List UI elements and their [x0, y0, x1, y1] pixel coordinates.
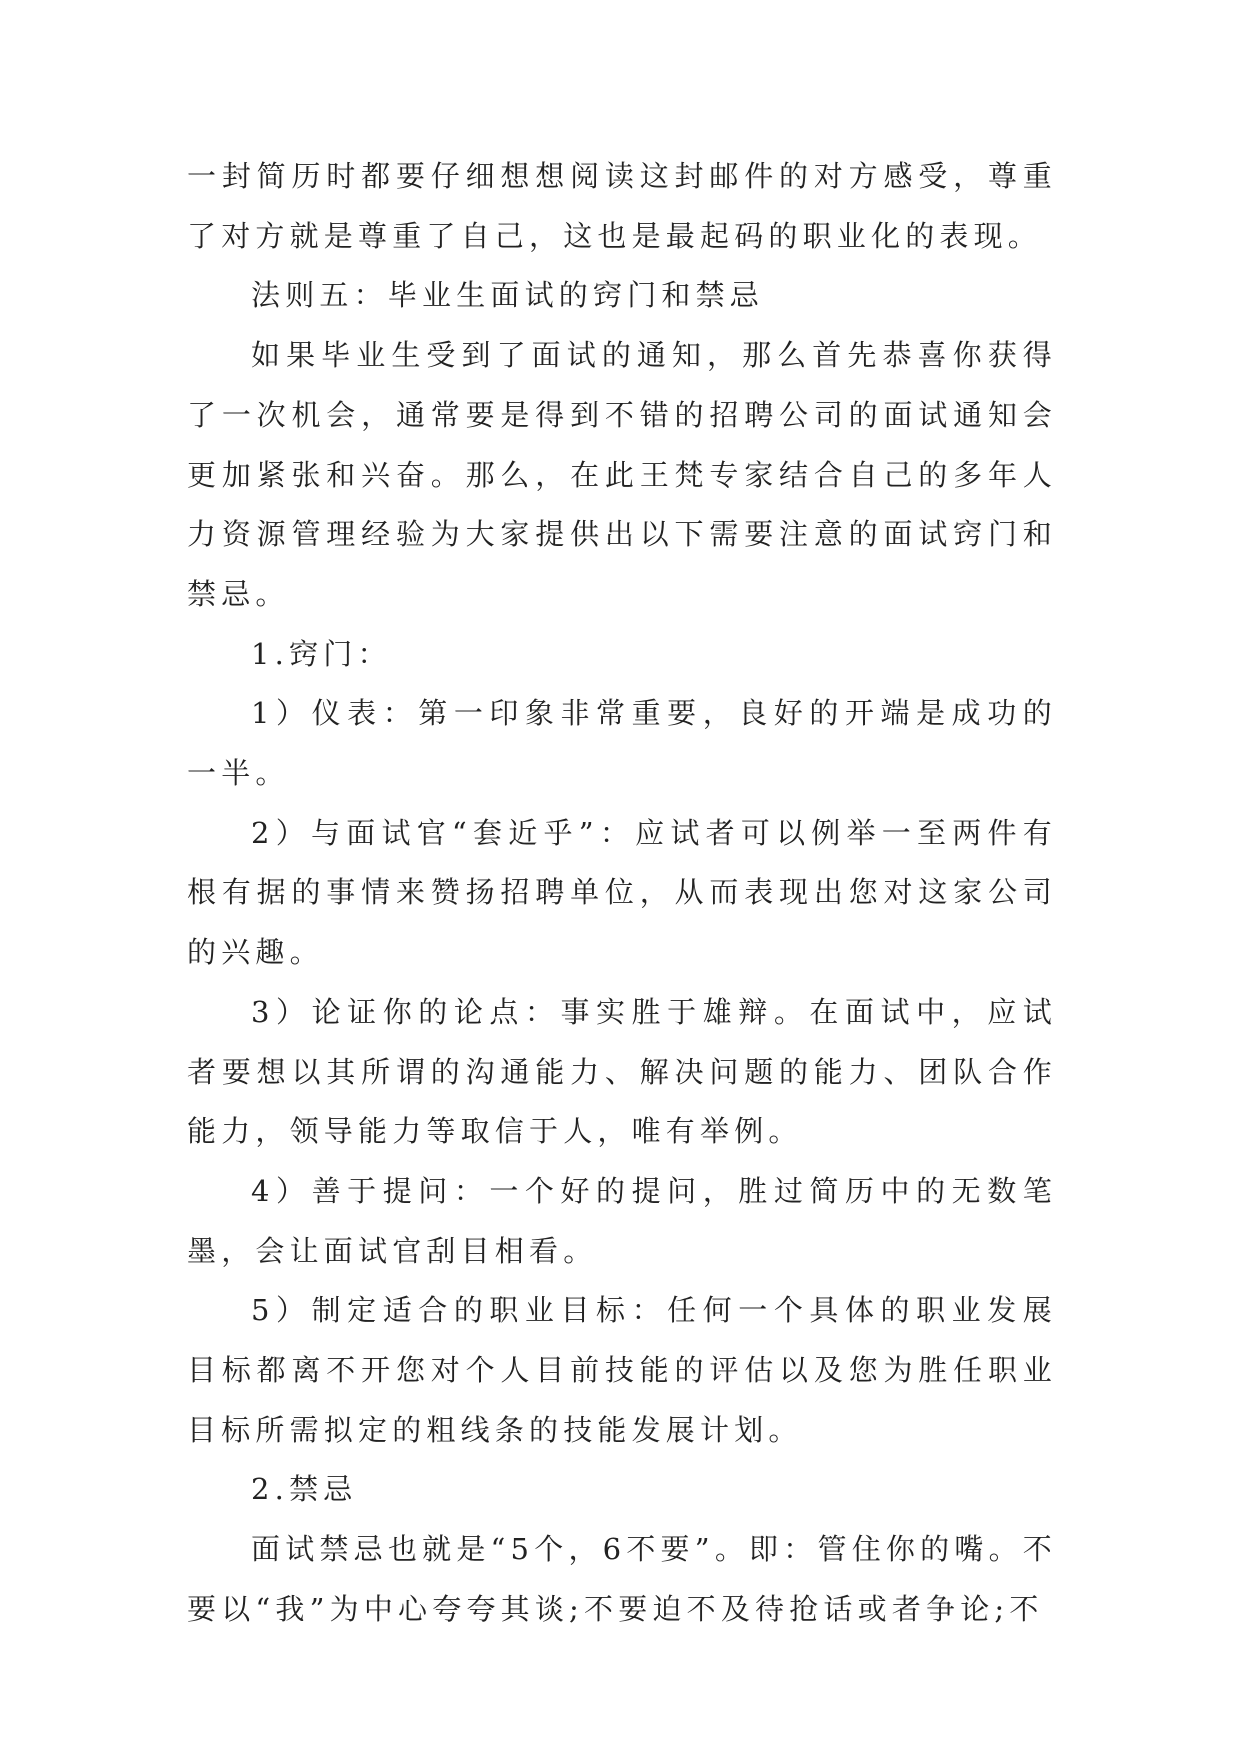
tip-item-2: 2）与面试官“套近乎”：应试者可以例举一至两件有根有据的事情来赞扬招聘单位，从而表现出您对这家公司的兴趣。 — [187, 815, 1057, 970]
subheading-taboos: 2.禁忌 — [251, 1472, 358, 1507]
tip-item-1: 1）仪表：第一印象非常重要，良好的开端是成功的一半。 — [187, 696, 1057, 791]
tip-item-3: 3）论证你的论点：事实胜于雄辩。在面试中，应试者要想以其所谓的沟通能力、解决问题的能力、团队合作能力，领导能力等取信于人，唯有举例。 — [187, 994, 1057, 1149]
subheading-tips: 1.窍门： — [251, 636, 392, 671]
tip-item-5: 5）制定适合的职业目标：任何一个具体的职业发展目标都离不开您对个人目前技能的评估以及您为胜任职业目标所需拟定的粗线条的技能发展计划。 — [187, 1293, 1057, 1447]
section-heading-rule-five: 法则五：毕业生面试的窍门和禁忌 — [251, 278, 765, 313]
document-body — [187, 147, 1057, 1640]
paragraph-taboos: 面试禁忌也就是“5个，6不要”。即：管住你的嘴。不要以“我”为中心夸夸其谈;不要迫不及待抢话或者争论;不 — [187, 1532, 1057, 1626]
tip-item-4: 4）善于提问：一个好的提问，胜过简历中的无数笔墨，会让面试官刮目相看。 — [187, 1173, 1057, 1268]
paragraph-3: 如果毕业生受到了面试的通知，那么首先恭喜你获得了一次机会，通常要是得到不错的招聘公司的面试通知会更加紧张和兴奋。那么，在此王梵专家结合自己的多年人力资源管理经验为大家提供出以下需要注意的面试窍门和禁忌。 — [187, 338, 1057, 611]
paragraph-1: 一封简历时都要仔细想想阅读这封邮件的对方感受，尊重了对方就是尊重了自己，这也是最起码的职业化的表现。 — [187, 159, 1057, 253]
